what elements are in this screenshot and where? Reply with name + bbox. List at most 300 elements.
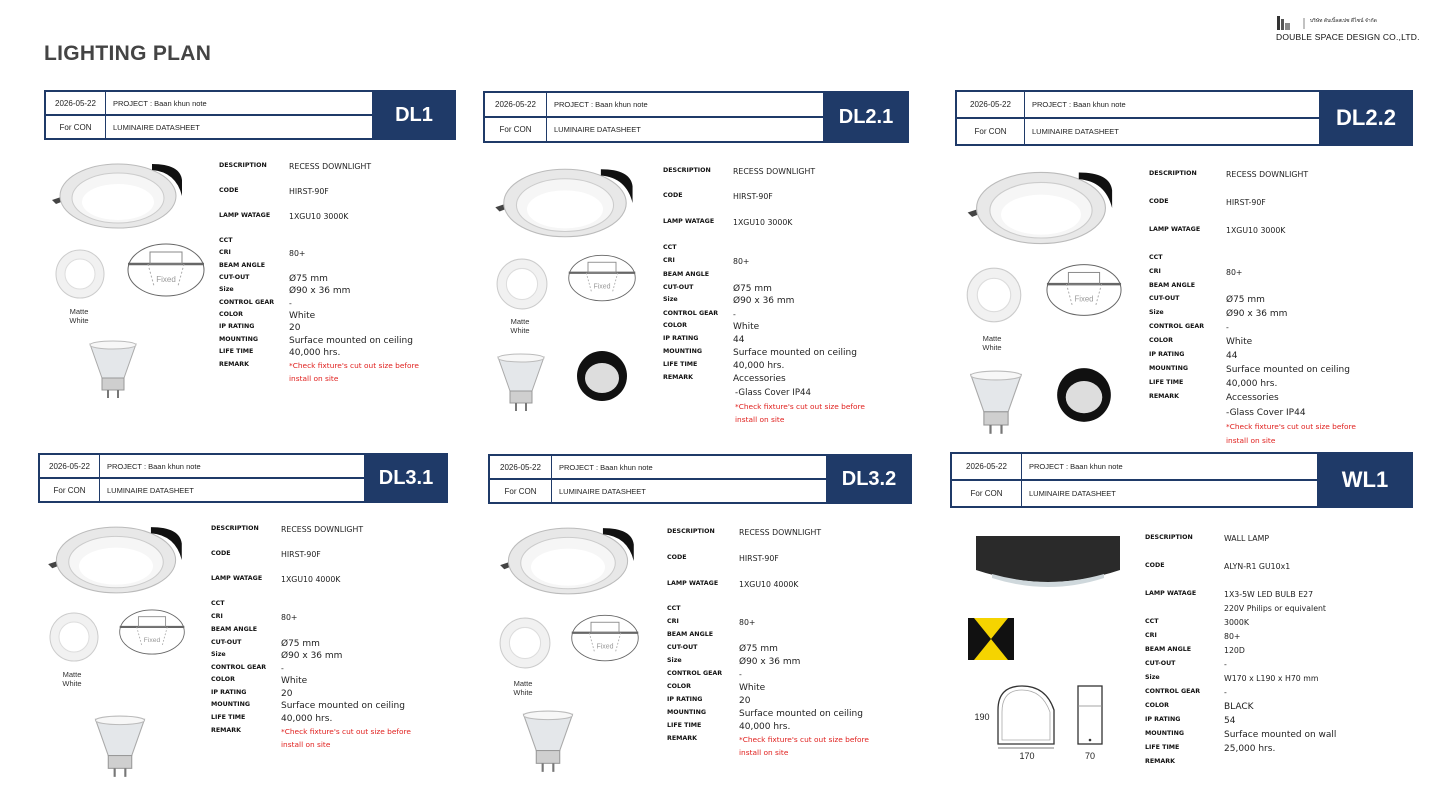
spec-lamp: 1XGU10 3000K xyxy=(1226,226,1286,235)
spec-label: IP RATING xyxy=(663,335,699,342)
spec-label: CRI xyxy=(663,257,675,264)
spec-label: IP RATING xyxy=(1145,716,1181,723)
spec-label: BEAM ANGLE xyxy=(1145,646,1192,653)
dim-height-label: 190 xyxy=(974,712,990,722)
sheet-project: PROJECT : Baan khun note xyxy=(113,98,207,108)
spec-ip: 20 xyxy=(289,323,301,333)
spec-size: Ø90 x 36 mm xyxy=(739,657,801,667)
spec-row xyxy=(1145,730,1336,740)
wall-lamp-image xyxy=(972,534,1124,596)
spec-accessories: Accessories xyxy=(1226,393,1279,403)
spec-value: - xyxy=(1224,660,1227,669)
spec-label: LAMP WATAGE xyxy=(667,580,719,587)
spec-label: REMARK xyxy=(663,374,694,381)
spec-label: CUT-OUT xyxy=(1145,660,1176,667)
sheet-for: For CON xyxy=(952,481,1022,506)
sheet-header xyxy=(44,90,456,140)
spec-description: RECESS DOWNLIGHT xyxy=(1226,170,1309,179)
spec-value: Matte xyxy=(513,679,533,688)
spec-row xyxy=(211,689,292,699)
gu10-bulb-image xyxy=(92,715,148,779)
spec-mounting: Surface mounted on wall xyxy=(1224,730,1337,740)
spec-remark-line2: install on site xyxy=(281,740,331,749)
spec-mounting: Surface mounted on ceiling xyxy=(289,336,413,346)
spec-row xyxy=(667,580,798,589)
spec-row xyxy=(663,310,736,319)
spec-label: CODE xyxy=(667,554,687,561)
ring-trim-image xyxy=(495,257,549,311)
sheet-code: WL1 xyxy=(1319,454,1411,506)
spec-life: 40,000 hrs. xyxy=(289,348,341,358)
spec-label: BEAM ANGLE xyxy=(1149,282,1196,289)
spec-label: LIFE TIME xyxy=(667,722,702,729)
datasheet-dl3-1 xyxy=(38,453,448,783)
sheet-code: DL3.1 xyxy=(366,455,446,501)
fixed-label: Fixed xyxy=(596,643,614,651)
spec-label: CODE xyxy=(1149,198,1169,205)
spec-row xyxy=(219,286,350,296)
spec-label: IP RATING xyxy=(219,323,255,330)
spec-ip: 20 xyxy=(739,696,751,706)
spec-row xyxy=(663,348,857,358)
spec-label: CUT-OUT xyxy=(663,284,694,291)
spec-life: 40,000 hrs. xyxy=(281,714,333,724)
spec-label: BEAM ANGLE xyxy=(663,271,710,278)
datasheet-dl3-2 xyxy=(488,454,912,784)
spec-row xyxy=(663,192,773,201)
sheet-header xyxy=(955,90,1413,146)
spec-label: CCT xyxy=(219,237,233,244)
spec-row xyxy=(1149,309,1287,319)
spec-mounting: Surface mounted on ceiling xyxy=(281,701,405,711)
company-name: DOUBLE SPACE DESIGN CO.,LTD. xyxy=(1276,32,1420,42)
spec-value: - xyxy=(289,299,292,308)
spec-row xyxy=(219,162,371,171)
spec-row xyxy=(219,212,348,221)
spec-label: CUT-OUT xyxy=(211,639,242,646)
spec-value: Matte xyxy=(510,317,530,326)
spec-value: - xyxy=(1224,688,1227,697)
sheet-for: For CON xyxy=(46,116,106,138)
spec-lamp: 1XGU10 4000K xyxy=(739,580,799,589)
spec-row xyxy=(1145,688,1227,697)
spec-label: COLOR xyxy=(663,322,687,329)
spec-label: DESCRIPTION xyxy=(211,525,259,532)
spec-row xyxy=(663,284,772,294)
spec-cutout: Ø75 mm xyxy=(739,644,778,654)
spec-description: RECESS DOWNLIGHT xyxy=(739,528,822,537)
ring-trim-image xyxy=(54,248,106,300)
spec-cri: 80+ xyxy=(1224,632,1241,641)
spec-row xyxy=(663,322,759,332)
spec-remark: *Check fixture's cut out size before xyxy=(739,735,869,744)
spec-label: Size xyxy=(219,286,234,293)
spec-label: CUT-OUT xyxy=(1149,295,1180,302)
spec-row xyxy=(1149,379,1277,389)
downlight-product-image xyxy=(496,524,640,598)
spec-lamp: 1XGU10 3000K xyxy=(289,212,349,221)
spec-label: CRI xyxy=(219,249,231,256)
spec-lamp: 1XGU10 3000K xyxy=(733,218,793,227)
spec-beam: 120D xyxy=(1224,646,1245,655)
spec-row xyxy=(1145,716,1235,726)
spec-label: IP RATING xyxy=(667,696,703,703)
spec-row xyxy=(1149,170,1308,179)
light-distribution-icon xyxy=(968,618,1014,660)
spec-row xyxy=(1149,226,1285,235)
spec-list xyxy=(667,528,912,768)
spec-label: MOUNTING xyxy=(211,701,251,708)
spec-label: MOUNTING xyxy=(667,709,707,716)
spec-value: Matte xyxy=(69,307,89,316)
spec-ip: 54 xyxy=(1224,716,1236,726)
spec-label: CUT-OUT xyxy=(219,274,250,281)
spec-label: DESCRIPTION xyxy=(219,162,267,169)
spec-row xyxy=(219,361,419,370)
sheet-date: 2026-05-22 xyxy=(46,92,106,114)
spec-code: HIRST-90F xyxy=(1226,198,1266,207)
spec-row xyxy=(1149,337,1252,347)
spec-accessories: Accessories xyxy=(733,374,786,384)
spec-row xyxy=(1149,295,1265,305)
spec-label: REMARK xyxy=(667,735,698,742)
spec-label: CRI xyxy=(1149,268,1161,275)
spec-row xyxy=(1145,674,1318,683)
spec-label: CODE xyxy=(663,192,683,199)
sheet-header xyxy=(950,452,1413,508)
datasheet-dl2-1 xyxy=(483,91,909,431)
spec-label: LAMP WATAGE xyxy=(1149,226,1201,233)
spec-label: MOUNTING xyxy=(1145,730,1185,737)
page-title: LIGHTING PLAN xyxy=(44,42,212,65)
spec-cri: 80+ xyxy=(733,257,750,266)
spec-label: COLOR xyxy=(667,683,691,690)
spec-row xyxy=(663,335,744,345)
spec-row xyxy=(667,670,742,679)
spec-row xyxy=(667,528,821,537)
spec-label: LIFE TIME xyxy=(1149,379,1184,386)
spec-row xyxy=(663,271,733,278)
spec-lamp: 1X3-5W LED BULB E27 xyxy=(1224,590,1314,599)
finish-label xyxy=(967,334,1017,352)
spec-label: COLOR xyxy=(1149,337,1173,344)
spec-row xyxy=(211,651,342,661)
spec-row xyxy=(1145,618,1249,627)
spec-ip: 44 xyxy=(733,335,745,345)
spec-color: White xyxy=(1226,337,1253,347)
spec-value: Matte xyxy=(62,670,82,679)
spec-row xyxy=(1145,562,1290,571)
spec-row xyxy=(211,714,332,724)
spec-description: RECESS DOWNLIGHT xyxy=(733,167,816,176)
fixed-section-diagram xyxy=(118,605,186,659)
spec-list xyxy=(1145,534,1413,774)
fixed-section-diagram xyxy=(567,251,637,305)
spec-label: DESCRIPTION xyxy=(1149,170,1197,177)
sheet-code: DL2.1 xyxy=(825,93,907,141)
spec-value: White xyxy=(513,688,533,697)
finish-label xyxy=(498,679,548,697)
spec-mounting: Surface mounted on ceiling xyxy=(1226,365,1350,375)
spec-lamp-note: 220V Philips or equivalent xyxy=(1224,604,1326,613)
sheet-for: For CON xyxy=(485,118,547,141)
spec-row xyxy=(667,631,739,638)
spec-row xyxy=(211,664,284,673)
spec-remark-line2: install on site xyxy=(739,748,789,757)
sheet-for: For CON xyxy=(490,480,552,502)
spec-label: LAMP WATAGE xyxy=(219,212,271,219)
spec-color: White xyxy=(289,311,316,321)
glass-cover-image xyxy=(1055,366,1113,424)
spec-value: - xyxy=(733,310,736,319)
spec-row xyxy=(667,722,790,732)
spec-life: 40,000 hrs. xyxy=(733,361,785,371)
spec-label: LIFE TIME xyxy=(219,348,254,355)
spec-row xyxy=(663,361,784,371)
spec-label: LIFE TIME xyxy=(1145,744,1180,751)
spec-row xyxy=(667,683,765,693)
sheet-project: PROJECT : Baan khun note xyxy=(1029,462,1123,471)
spec-row xyxy=(211,575,340,584)
spec-cutout: Ø75 mm xyxy=(1226,295,1265,305)
spec-label: CRI xyxy=(1145,632,1157,639)
building-logo-icon xyxy=(1276,14,1306,30)
spec-row xyxy=(219,299,292,308)
spec-label: CONTROL GEAR xyxy=(663,310,719,317)
fixed-label: Fixed xyxy=(156,275,176,284)
company-logo xyxy=(1276,14,1426,44)
spec-life: 25,000 hrs. xyxy=(1224,744,1276,754)
spec-label: CONTROL GEAR xyxy=(211,664,267,671)
ring-trim-image xyxy=(965,266,1023,324)
spec-code: HIRST-90F xyxy=(289,187,329,196)
spec-row xyxy=(663,244,733,251)
spec-row xyxy=(211,550,321,559)
downlight-product-image xyxy=(491,165,639,241)
fixed-section-diagram xyxy=(1045,260,1123,320)
spec-remark-line2: install on site xyxy=(1226,436,1276,445)
sheet-date: 2026-05-22 xyxy=(490,456,552,478)
gu10-bulb-image xyxy=(967,370,1025,436)
spec-row xyxy=(663,296,794,306)
ring-trim-image xyxy=(498,616,552,670)
spec-life: 40,000 hrs. xyxy=(1226,379,1278,389)
spec-cutout: Ø75 mm xyxy=(281,639,320,649)
downlight-product-image xyxy=(52,160,184,232)
spec-row xyxy=(1145,590,1313,599)
spec-ip: 20 xyxy=(281,689,293,699)
spec-row xyxy=(211,676,307,686)
spec-row xyxy=(211,600,281,607)
spec-label: COLOR xyxy=(1145,702,1169,709)
spec-label: CCT xyxy=(211,600,225,607)
spec-label: CCT xyxy=(1145,618,1159,625)
spec-row xyxy=(219,187,329,196)
spec-label: LAMP WATAGE xyxy=(663,218,715,225)
finish-label xyxy=(47,670,97,688)
spec-label: CONTROL GEAR xyxy=(1145,688,1201,695)
spec-remark: *Check fixture's cut out size before xyxy=(735,402,865,411)
spec-row xyxy=(211,613,297,622)
spec-description: RECESS DOWNLIGHT xyxy=(281,525,364,534)
spec-value: White xyxy=(62,679,82,688)
spec-row xyxy=(663,167,815,176)
spec-row xyxy=(667,657,800,667)
spec-row xyxy=(1149,323,1229,332)
spec-row xyxy=(667,709,863,719)
wall-lamp-dimension-drawing xyxy=(972,680,1112,762)
spec-row xyxy=(1145,744,1275,754)
spec-list xyxy=(663,167,909,427)
spec-label: CODE xyxy=(1145,562,1165,569)
sheet-code: DL2.2 xyxy=(1321,92,1411,144)
spec-label: LIFE TIME xyxy=(663,361,698,368)
spec-code: ALYN-R1 GU10x1 xyxy=(1224,562,1291,571)
spec-label: CODE xyxy=(211,550,231,557)
spec-list xyxy=(219,162,456,392)
spec-ip: 44 xyxy=(1226,351,1238,361)
gu10-bulb-image xyxy=(88,340,138,400)
spec-label: CUT-OUT xyxy=(667,644,698,651)
spec-label: LIFE TIME xyxy=(211,714,246,721)
spec-value: - xyxy=(281,664,284,673)
spec-remark: *Check fixture's cut out size before xyxy=(289,361,419,370)
downlight-product-image xyxy=(963,168,1119,248)
sheet-doc-type: LUMINAIRE DATASHEET xyxy=(554,125,641,134)
sheet-date: 2026-05-22 xyxy=(952,454,1022,479)
spec-label: LAMP WATAGE xyxy=(1145,590,1197,597)
spec-row xyxy=(1145,534,1269,543)
spec-label: Size xyxy=(1149,309,1164,316)
company-thai-name: บริษัท ดับเบิ้ลสเปซ ดีไซน์ จำกัด xyxy=(1310,18,1377,24)
spec-size: Ø90 x 36 mm xyxy=(1226,309,1288,319)
sheet-header xyxy=(483,91,909,143)
spec-label: MOUNTING xyxy=(663,348,703,355)
spec-color: BLACK xyxy=(1224,702,1254,712)
spec-color: White xyxy=(739,683,766,693)
spec-cri: 80+ xyxy=(289,249,306,258)
spec-row xyxy=(219,323,300,333)
sheet-project: PROJECT : Baan khun note xyxy=(107,461,201,471)
spec-row xyxy=(1149,268,1242,277)
sheet-header xyxy=(488,454,912,504)
spec-list xyxy=(1149,170,1413,446)
spec-cri: 80+ xyxy=(281,613,298,622)
spec-row xyxy=(219,237,289,244)
spec-value: - xyxy=(1226,323,1229,332)
sheet-project: PROJECT : Baan khun note xyxy=(559,462,653,472)
spec-row xyxy=(1145,702,1254,712)
spec-remark: *Check fixture's cut out size before xyxy=(1226,422,1356,431)
downlight-product-image xyxy=(46,523,186,597)
gu10-bulb-image xyxy=(520,710,576,774)
sheet-date: 2026-05-22 xyxy=(40,455,100,477)
datasheet-dl1 xyxy=(44,90,456,390)
spec-row xyxy=(667,696,750,706)
spec-label: BEAM ANGLE xyxy=(667,631,714,638)
spec-value: - xyxy=(739,670,742,679)
spec-row xyxy=(667,618,755,627)
sheet-doc-type: LUMINAIRE DATASHEET xyxy=(1032,127,1119,136)
spec-accessory-item: -Glass Cover IP44 xyxy=(735,388,811,398)
dim-width-label: 170 xyxy=(1019,751,1035,761)
spec-cutout: Ø75 mm xyxy=(733,284,772,294)
spec-color: White xyxy=(281,676,308,686)
sheet-for: For CON xyxy=(957,119,1025,144)
spec-row xyxy=(1149,198,1266,207)
spec-value: White xyxy=(69,316,89,325)
fixed-section-diagram xyxy=(126,242,206,298)
dim-depth-label: 70 xyxy=(1084,751,1096,761)
spec-value: White xyxy=(982,343,1002,352)
spec-label: COLOR xyxy=(211,676,235,683)
sheet-project: PROJECT : Baan khun note xyxy=(554,100,648,109)
spec-row xyxy=(211,701,405,711)
sheet-doc-type: LUMINAIRE DATASHEET xyxy=(559,486,646,496)
spec-label: Size xyxy=(1145,674,1160,681)
spec-row xyxy=(219,249,305,258)
spec-label: DESCRIPTION xyxy=(667,528,715,535)
spec-label: REMARK xyxy=(1145,758,1176,765)
spec-label: CRI xyxy=(211,613,223,620)
spec-row xyxy=(219,274,328,284)
spec-label: BEAM ANGLE xyxy=(219,262,266,269)
spec-label: DESCRIPTION xyxy=(663,167,711,174)
sheet-doc-type: LUMINAIRE DATASHEET xyxy=(1029,489,1116,498)
spec-list xyxy=(211,525,448,755)
fixed-section-diagram xyxy=(570,610,640,666)
spec-color: White xyxy=(733,322,760,332)
spec-row xyxy=(1149,351,1237,361)
spec-row xyxy=(1149,254,1226,261)
gu10-bulb-image xyxy=(495,353,547,413)
spec-label: REMARK xyxy=(1149,393,1180,400)
datasheet-wl1 xyxy=(950,452,1413,782)
spec-row xyxy=(1145,660,1227,669)
finish-label xyxy=(54,307,104,325)
spec-row xyxy=(211,626,281,633)
spec-remark: *Check fixture's cut out size before xyxy=(281,727,411,736)
spec-label: CRI xyxy=(667,618,679,625)
spec-label: DESCRIPTION xyxy=(1145,534,1193,541)
ring-trim-image xyxy=(48,611,100,663)
spec-label: COLOR xyxy=(219,311,243,318)
spec-label: CONTROL GEAR xyxy=(1149,323,1205,330)
spec-cutout: Ø75 mm xyxy=(289,274,328,284)
spec-row xyxy=(667,735,869,744)
spec-label: MOUNTING xyxy=(219,336,259,343)
spec-row xyxy=(219,311,315,321)
sheet-code: DL1 xyxy=(374,92,454,138)
spec-row xyxy=(211,639,320,649)
spec-size: Ø90 x 36 mm xyxy=(733,296,795,306)
spec-cct: 3000K xyxy=(1224,618,1249,627)
spec-label: REMARK xyxy=(211,727,242,734)
finish-label xyxy=(495,317,545,335)
spec-value: Matte xyxy=(982,334,1002,343)
spec-row xyxy=(667,605,739,612)
spec-lamp: 1XGU10 4000K xyxy=(281,575,341,584)
spec-cri: 80+ xyxy=(1226,268,1243,277)
spec-cri: 80+ xyxy=(739,618,756,627)
spec-label: Size xyxy=(667,657,682,664)
spec-remark-line2: install on site xyxy=(735,415,785,424)
spec-label: BEAM ANGLE xyxy=(211,626,258,633)
sheet-date: 2026-05-22 xyxy=(485,93,547,116)
spec-row xyxy=(1145,632,1240,641)
spec-row xyxy=(667,644,778,654)
spec-label: CONTROL GEAR xyxy=(667,670,723,677)
